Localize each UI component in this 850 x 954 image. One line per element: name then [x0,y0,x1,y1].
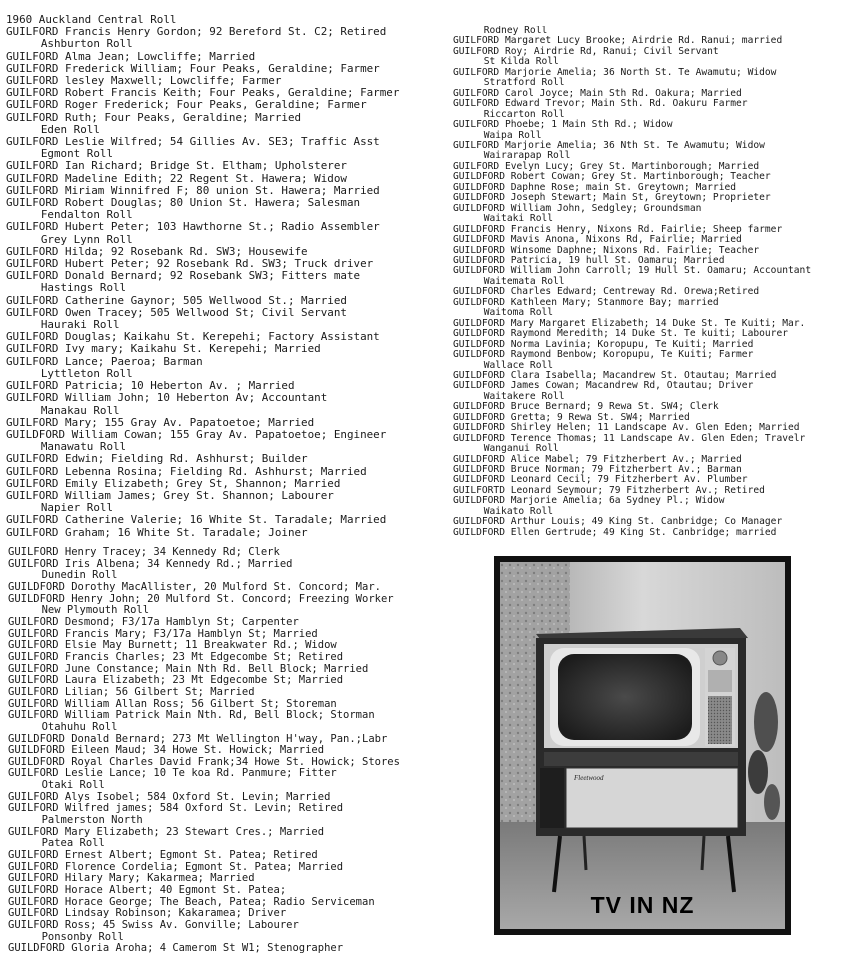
voter-entry: GUILFORD William Allan Ross; 56 Gilbert St; Storeman [8,697,337,710]
voter-entry: GUILFORD Horace Albert; 40 Egmont St. Patea; [8,884,287,897]
roll-heading: Egmont Roll [40,147,113,161]
roll-heading: St Kilda Roll [483,56,559,68]
voter-entry: GUILFORD Miriam Winnifred F; 80 union St. Hawera; Married [6,183,380,197]
voter-entry: GUILFORD lesley Maxwell; Lowcliffe; Farmer [6,74,282,88]
roll-heading: Ponsonby Roll [41,930,124,943]
voter-entry: GUILFORD Elsie May Burnett; 11 Breakwater Rd.; Widow [8,639,337,652]
voter-entry: GUILDFORD Bruce Bernard; 9 Rewa St. SW4; Clerk [453,401,719,413]
voter-entry: 1960 Auckland Central Roll [6,14,177,26]
voter-entry: GUILFORD Francis Mary; F3/17a Hamblyn St; Married [8,627,318,640]
voter-entry: GUILFORD Margaret Lucy Brooke; Airdrie Rd. Ranui; married [453,35,783,47]
roll-heading: Wairarapap Roll [483,150,571,162]
voter-entry: GUILDFORD Joseph Stewart; Main St, Greytown; Proprieter [453,192,771,204]
roll-heading: Wallace Roll [483,359,554,371]
roll-heading: Napier Roll [40,501,113,515]
voter-entry: GUILFORD Carol Joyce; Main Sth Rd. Oakura; Married [453,87,742,99]
voter-entry: GUILDFORD Alice Mabel; 79 Fitzherbert Av.; Married [453,453,742,465]
roll-heading: Manakau Roll [40,403,120,417]
voter-entry: GUILFORD Horace George; The Beach, Patea; Radio Serviceman [8,895,375,908]
voter-entry: GUILFORD Donald Bernard; 92 Rosebank SW3; Fitters mate [6,269,361,283]
voter-entry: GUILFORD Evelyn Lucy; Grey St. Martinborough; Married [453,160,760,172]
roll-heading: Otaki Roll [41,779,105,792]
voter-entry: GUILDFORD Norma Lavinia; Koropupu, Te Kuiti; Married [453,338,754,350]
voter-entry: GUILFORD Mary Elizabeth; 23 Stewart Cres.; Married [8,825,325,838]
voter-entry: GUILDFORD Gretta; 9 Rewa St. SW4; Married [453,411,690,423]
voter-entry: GUILFORD Hubert Peter; 103 Hawthorne St.; Radio Assembler [6,220,380,234]
photo-caption: TV IN NZ [590,892,695,918]
voter-entry: GUILFORD William James; Grey St. Shannon; Labourer [6,488,334,502]
voter-entry: GUILDFORD Arthur Louis; 49 King St. Canbridge; Co Manager [453,516,783,528]
voter-entry: GUILFORD Ivy mary; Kaikahu St. Kerepehi; Married [6,342,321,356]
voter-entry: GUILFORD Catherine Gaynor; 505 Wellwood St.; Married [6,293,347,307]
voter-entry: GUILFORD Alma Jean; Lowcliffe; Married [6,49,256,63]
roll-heading: Waipa Roll [483,129,542,141]
voter-entry: GUILDFORD Patricia, 19 hull St. Oamaru; Married [453,254,725,266]
roll-heading: Fendalton Roll [40,208,133,222]
voter-entry: GUILFORD Mary; 155 Gray Av. Papatoetoe; Married [6,415,315,429]
roll-heading: Waikato Roll [483,505,554,517]
voter-entry: GUILFORD Lindsay Robinson; Kakaramea; Driver [8,907,287,920]
voter-entry: GUILFORD Roy; Airdrie Rd, Ranui; Civil Servant [453,45,719,57]
brand-label: Fleetwood [574,774,604,782]
voter-entry: GUILDFORD Clara Isabella; Macandrew St. Otautau; Married [453,369,777,381]
voter-entry: GUILDFORD Raymond Meredith; 14 Duke St. Te kuiti; Labourer [453,328,789,340]
voter-entry: GUILDFORD Raymond Benbow; Koropupu, Te Kuiti; Farmer [453,349,754,361]
voter-entry: GUILFORD Hubert Peter; 92 Rosebank Rd. SW3; Truck driver [6,257,374,271]
voter-entry: GUILDFORD Robert Cowan; Grey St. Martinborough; Teacher [453,171,771,183]
voter-entry: GUILFORD Ian Richard; Bridge St. Eltham; Upholsterer [6,159,347,173]
roll-heading: Riccarton Roll [483,108,565,120]
roll-heading: Ashburton Roll [40,37,133,51]
roll-heading: Eden Roll [40,122,100,136]
voter-entry: GUILDFORD Eileen Maud; 34 Howe St. Howick; Married [8,744,325,757]
voter-entry: GUILFORD Patricia; 10 Heberton Av. ; Married [6,379,295,393]
voter-entry: GUILFORD Hilda; 92 Rosebank Rd. SW3; Housewife [6,244,308,258]
roll-heading: Waitemata Roll [483,275,565,287]
roll-heading: Palmerston North [41,814,143,827]
voter-entry: GUILFORD Lilian; 56 Gilbert St; Married [8,685,255,698]
voter-entry: GUILDFORD Francis Henry, Nixons Rd. Fairlie; Sheep farmer [453,223,783,235]
voter-entry: GUILFORD Lance; Paeroa; Barman [6,354,203,368]
roll-heading: Manawatu Roll [40,440,127,454]
roll-heading: New Plymouth Roll [41,604,150,617]
voter-entry: GUILFORD Graham; 16 White St. Taradale; Joiner [6,525,308,539]
tv-photo [494,556,791,935]
voter-entry: GUILFORD William John; 10 Heberton Av; Accountant [6,391,328,405]
voter-entry: GUILFORD Ruth; Four Peaks, Geraldine; Married [6,110,302,124]
voter-entry: GUILDFORD William John, Sedgley; Groundsman [453,202,702,214]
roll-heading: Patea Roll [41,837,105,850]
voter-entry: GUILFORD Laura Elizabeth; 23 Mt Edgecombe St; Married [8,674,344,687]
voter-entry: GUILDFORD Gloria Aroha; 4 Camerom St W1; Stenographer [8,942,344,954]
voter-entry: GUILDFORD Kathleen Mary; Stanmore Bay; married [453,296,719,308]
voter-entry: GUILDFORD Winsome Daphne; Nixons Rd. Fairlie; Teacher [453,244,760,256]
roll-heading: Waitoma Roll [483,307,554,319]
voter-entry: GUILFORD Madeline Edith; 22 Regent St. Hawera; Widow [6,171,347,185]
voter-entry: GUILDFORD William John Carroll; 19 Hull St. Oamaru; Accountant [453,265,812,277]
voter-entry: GUILFORD Francis Charles; 23 Mt Edgecombe St; Retired [8,650,344,663]
voter-entry: GUILFORD Roger Frederick; Four Peaks, Geraldine; Farmer [6,98,367,112]
voter-entry: GUILFORD Robert Francis Keith; Four Peaks, Geraldine; Farmer [6,86,400,100]
roll-column-1 [6,14,448,542]
voter-entry: GUILFORD Phoebe; 1 Main Sth Rd.; Widow [453,119,673,131]
voter-entry: GUILFORD Iris Albena; 34 Kennedy Rd.; Married [8,557,293,570]
voter-entry: GUILFORD Leslie Lance; 10 Te koa Rd. Panmure; Fitter [8,767,337,780]
roll-heading: Stratford Roll [483,77,565,89]
voter-entry: GUILDFORD Terence Thomas; 11 Landscape Av. Glen Eden; Travelr [453,432,806,444]
roll-heading: Hastings Roll [40,281,127,295]
voter-entry: GUILFORD June Constance; Main Nth Rd. Bell Block; Married [8,662,369,675]
voter-entry: GUILDFORD Daphne Rose; main St. Greytown; Married [453,181,737,193]
voter-entry: GUILFORTD Leonard Seymour; 79 Fitzherbert Av.; Retired [453,484,765,496]
voter-entry: GUILDFORD Royal Charles David Frank;34 Howe St. Howick; Stores [8,755,400,768]
voter-entry: GUILDFORD Marjorie Amelia; 6a Sydney Pl.; Widow [453,495,725,507]
roll-heading: Grey Lynn Roll [40,232,133,246]
voter-entry: GUILFORD Frederick William; Four Peaks, Geraldine; Farmer [6,61,380,75]
voter-entry: GUILFORD Leslie Wilfred; 54 Gillies Av. SE3; Traffic Asst [6,135,380,149]
voter-entry: GUILDFORD Leonard Cecil; 79 Fitzherbert Av. Plumber [453,474,748,486]
voter-entry: GUILFORD Desmond; F3/17a Hamblyn St; Carpenter [8,615,299,628]
voter-entry: GUILFORD Edward Trevor; Main Sth. Rd. Oakuru Farmer [453,98,748,110]
voter-entry: GUILDFORD Shirley Helen; 11 Landscape Av. Glen Eden; Married [453,422,800,434]
voter-entry: GUILFORD Alys Isobel; 584 Oxford St. Levin; Married [8,790,331,803]
voter-entry: GUILFORD Douglas; Kaikahu St. Kerepehi; Factory Assistant [6,330,380,344]
voter-entry: GUILFORD Ernest Albert; Egmont St. Patea; Retired [8,849,318,862]
voter-entry: GUILFORD Hilary Mary; Kakarmea; Married [8,872,255,885]
roll-column-3 [8,547,448,954]
voter-entry: GUILDFORD Mavis Anona, Nixons Rd, Fairlie; Married [453,234,742,246]
voter-entry: GUILFORD Francis Henry Gordon; 92 Bereford St. C2; Retired [6,25,387,39]
roll-heading: Otahuhu Roll [41,720,118,733]
tv-cabinet-illustration [500,562,785,929]
roll-column-2 [453,26,846,541]
roll-heading: Dunedin Roll [41,569,118,582]
voter-entry: GUILDFORD Henry John; 20 Mulford St. Concord; Freezing Worker [8,592,394,605]
voter-entry: GUILDFORD Mary Margaret Elizabeth; 14 Duke St. Te Kuiti; Mar. [453,317,806,329]
voter-entry: GUILDFORD Ellen Gertrude; 49 King St. Canbridge; married [453,526,777,538]
voter-entry: GUILDFORD Charles Edward; Centreway Rd. Orewa;Retired [453,286,760,298]
voter-entry: GUILFORD Edwin; Fielding Rd. Ashhurst; Builder [6,452,308,466]
voter-entry: GUILFORD Ross; 45 Swiss Av. Gonville; Labourer [8,919,299,931]
voter-entry: GUILFORD Owen Tracey; 505 Wellwood St; Civil Servant [6,305,347,319]
voter-entry: GUILFORD Lebenna Rosina; Fielding Rd. Ashhurst; Married [6,464,367,478]
voter-entry: GUILDFORD Bruce Norman; 79 Fitzherbert Av.; Barman [453,464,742,476]
voter-entry: GUILDFORD Dorothy MacAllister, 20 Mulford St. Concord; Mar. [8,580,381,593]
voter-entry: GUILFORD Wilfred james; 584 Oxford St. Levin; Retired [8,802,344,815]
voter-entry: GUILFORD Emily Elizabeth; Grey St, Shannon; Married [6,476,341,490]
voter-entry: GUILFORD Marjorie Amelia; 36 North St. Te Awamutu; Widow [453,66,777,78]
voter-entry: GUILDFORD Donald Bernard; 273 Mt Wellington H'way, Pan.;Labr [8,732,388,745]
voter-entry: GUILFORD Florence Cordelia; Egmont St. Patea; Married [8,860,344,873]
roll-heading: Waitaki Roll [483,213,554,225]
roll-heading: Lyttleton Roll [40,366,133,380]
roll-heading: Wanganui Roll [483,443,559,455]
voter-entry: GUILFORD Catherine Valerie; 16 White St. Taradale; Married [6,513,387,527]
voter-entry: GUILDFORD James Cowan; Macandrew Rd, Otautau; Driver [453,380,754,392]
voter-entry: GUILDFORD William Cowan; 155 Gray Av. Papatoetoe; Engineer [6,427,387,441]
voter-entry: GUILFORD William Patrick Main Nth. Rd, Bell Block; Storman [8,709,375,722]
roll-heading: Waitakere Roll [483,390,565,402]
roll-heading: Rodney Roll [483,26,548,36]
voter-entry: GUILFORD Henry Tracey; 34 Kennedy Rd; Clerk [8,547,280,558]
voter-entry: GUILFORD Robert Douglas; 80 Union St. Hawera; Salesman [6,196,361,210]
roll-heading: Hauraki Roll [40,318,120,332]
voter-entry: GUILFORD Marjorie Amelia; 36 Nth St. Te Awamutu; Widow [453,139,765,151]
